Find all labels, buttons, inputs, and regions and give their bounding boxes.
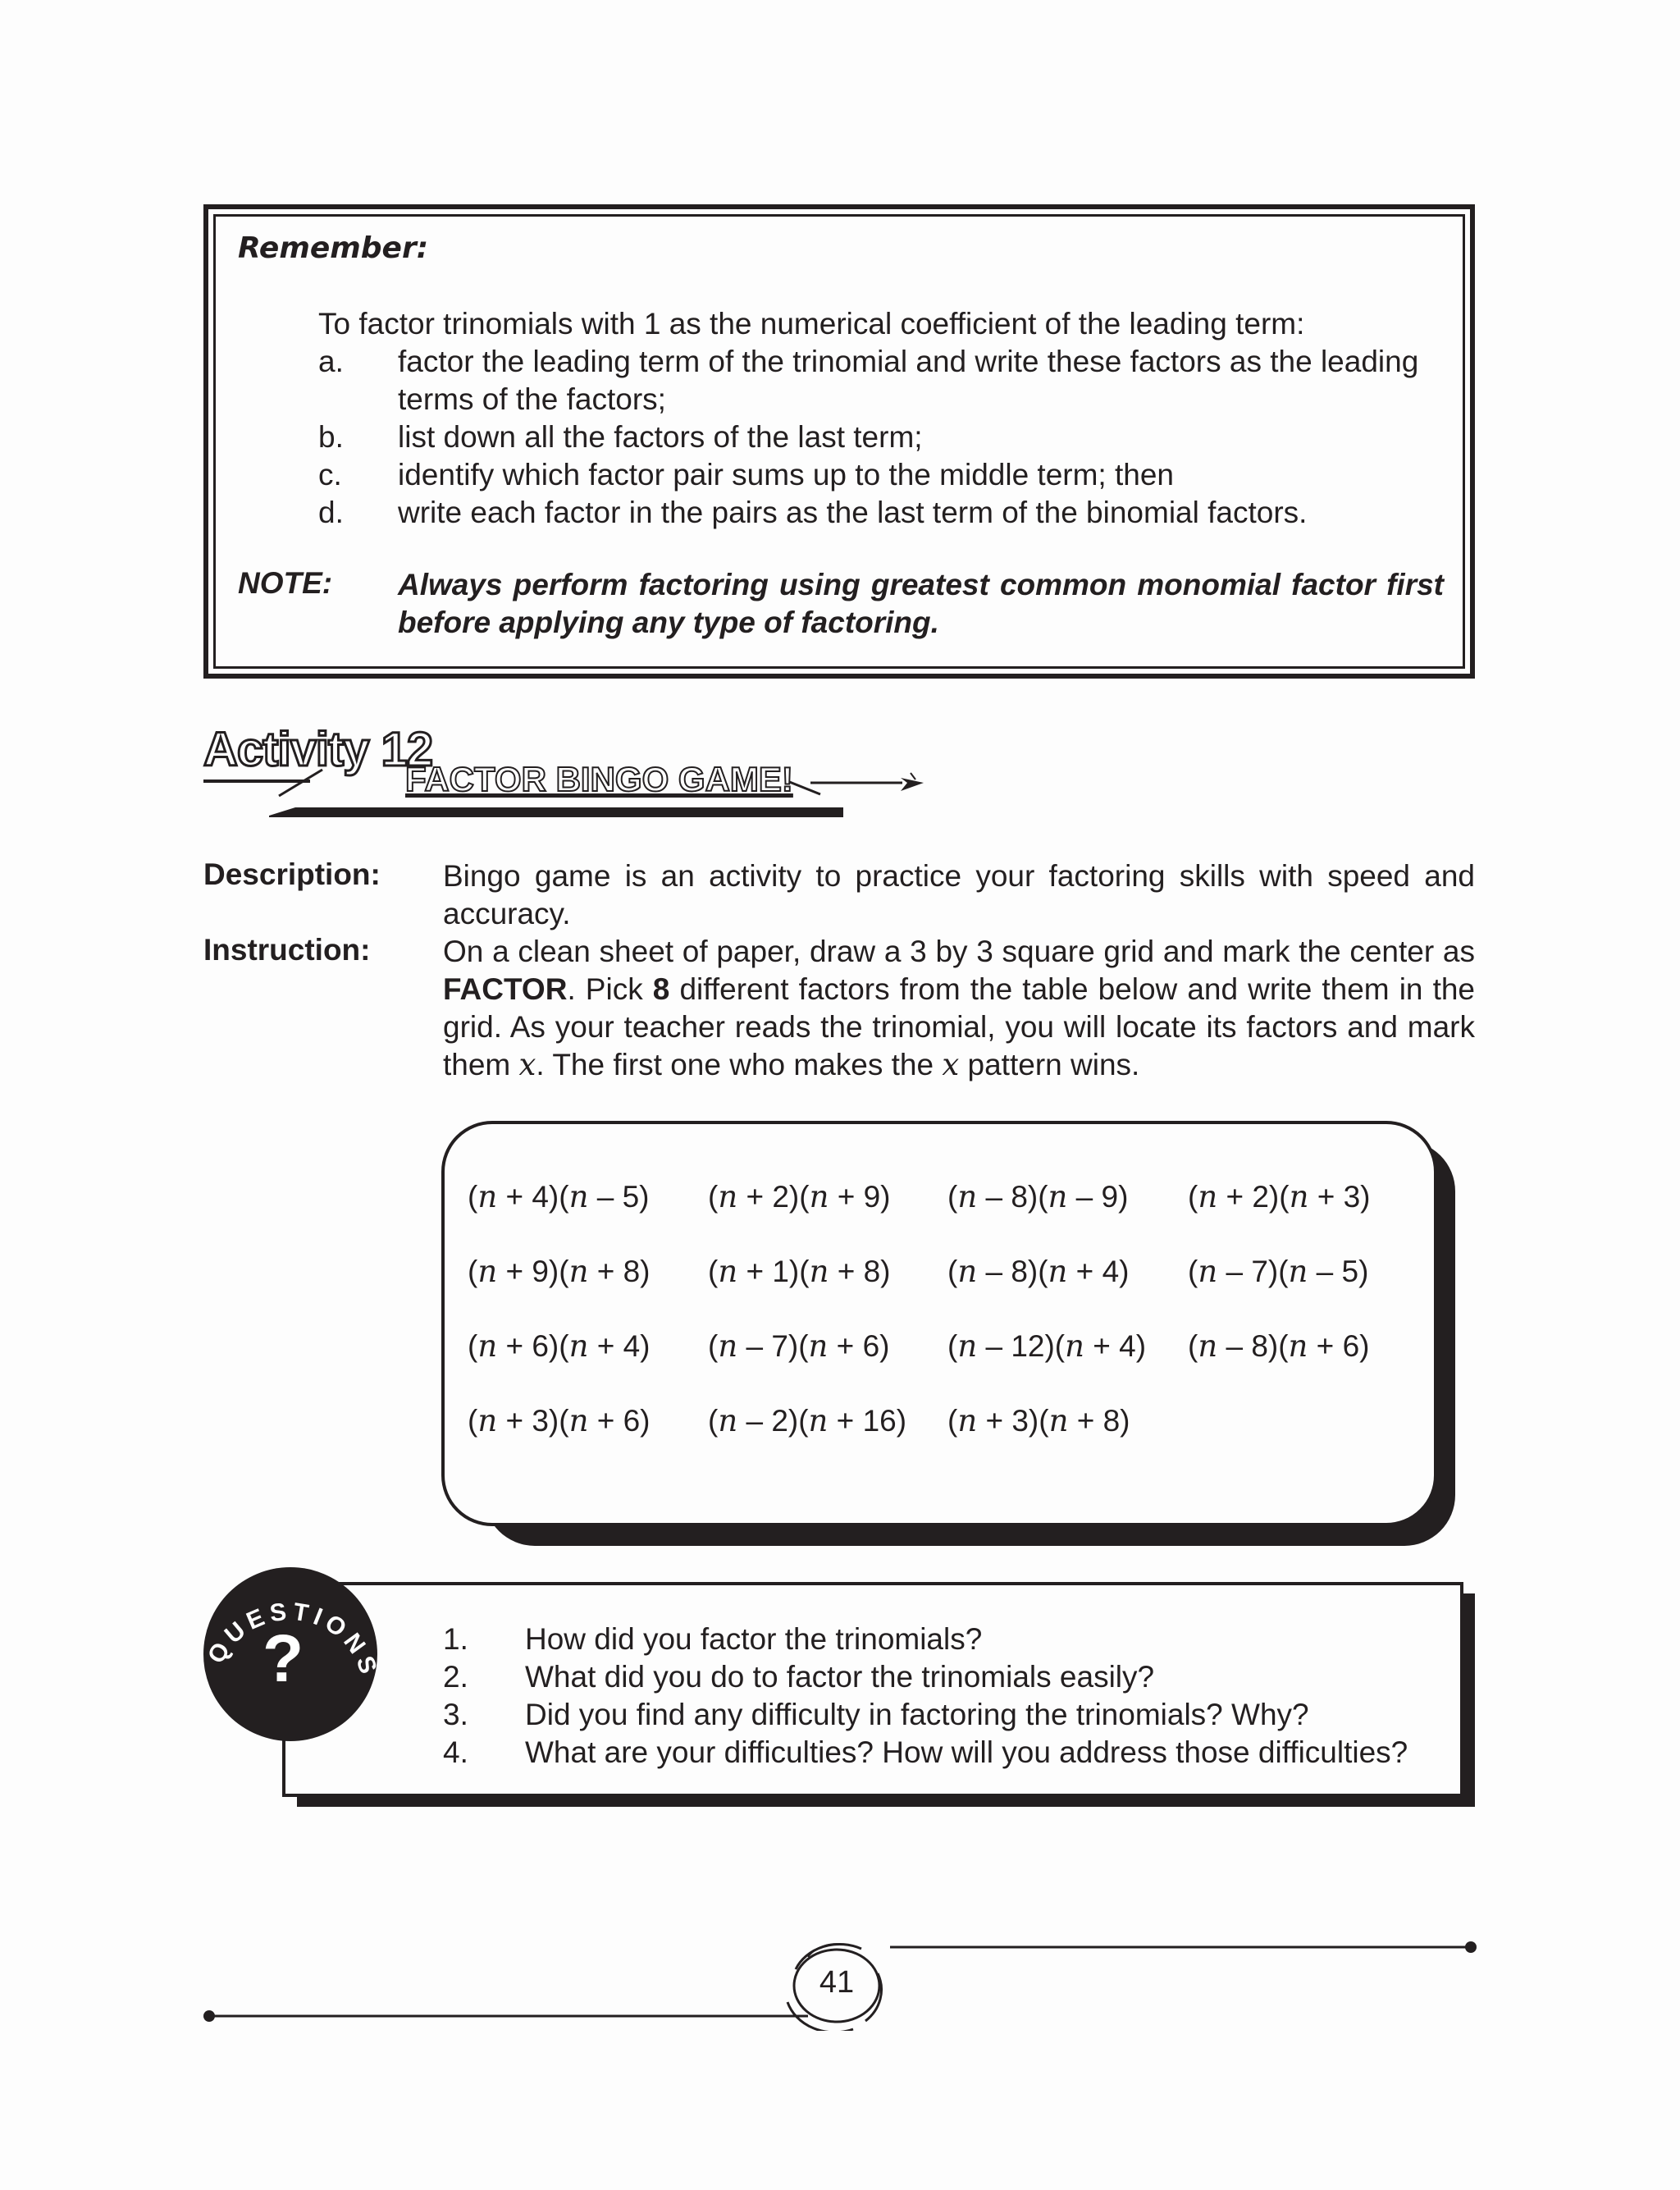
description-text: Bingo game is an activity to practice your factoring skills with speed and accuracy. [443, 859, 1475, 930]
step-text: identify which factor pair sums up to the middle term; then [398, 458, 1174, 491]
instruction-text [443, 933, 1475, 1084]
instruction-bold-word: FACTOR [443, 972, 568, 1006]
svg-text:QUESTIONS: QUESTIONS [202, 1598, 384, 1682]
factor-cell: (n – 8)(n – 9) [947, 1179, 1129, 1214]
step-letter: c. [318, 458, 342, 491]
instruction-label: Instruction: [203, 933, 371, 967]
step-text: factor the leading term of the trinomial and write these factors as the leading terms of the factors; [398, 345, 1419, 416]
question-number: 1. [443, 1622, 468, 1656]
factor-cell: (n + 6)(n + 4) [468, 1328, 651, 1364]
factor-cell: (n + 3)(n + 8) [947, 1403, 1130, 1438]
mark-symbol: x [942, 1047, 960, 1082]
instruction-part: pattern wins. [967, 1048, 1140, 1081]
step-text: write each factor in the pairs as the last term of the binomial factors. [398, 496, 1308, 529]
question-mark-icon: ? [262, 1621, 304, 1696]
step-letter: b. [318, 420, 344, 454]
activity-label: Activity 12 [203, 723, 433, 776]
instruction-part: . Pick [567, 972, 643, 1006]
note-text: Always perform factoring using greatest common monomial factor first before applying any type of factoring. [398, 568, 1444, 639]
step-letter: d. [318, 496, 344, 529]
factor-cell: (n + 3)(n + 6) [468, 1403, 651, 1438]
note-label: NOTE: [238, 566, 333, 600]
factor-cell: (n – 8)(n + 4) [947, 1254, 1130, 1289]
factor-cell: (n – 7)(n – 5) [1188, 1254, 1369, 1289]
question-number: 3. [443, 1698, 468, 1731]
factor-cell: (n – 7)(n + 6) [708, 1328, 890, 1364]
remember-intro: To factor trinomials with 1 as the numerical coefficient of the leading term: [318, 307, 1305, 341]
instruction-bold-number: 8 [652, 972, 670, 1006]
question-text: What are your difficulties? How will you address those difficulties? [525, 1735, 1408, 1769]
step-text: list down all the factors of the last term; [398, 420, 923, 454]
factor-cell: (n + 1)(n + 8) [708, 1254, 891, 1289]
factor-cell: (n – 2)(n + 16) [708, 1403, 907, 1438]
factor-cell: (n + 2)(n + 9) [708, 1179, 891, 1214]
factor-cell: (n + 2)(n + 3) [1188, 1179, 1371, 1214]
page-number: 41 [819, 1965, 855, 2000]
instruction-part: . The first one who makes the [536, 1048, 934, 1081]
factor-cell: (n + 4)(n – 5) [468, 1179, 650, 1214]
question-text: What did you do to factor the trinomials easily? [525, 1660, 1155, 1694]
activity-title: FACTOR BINGO GAME! [405, 760, 793, 798]
instruction-part: different factors from the table below and write them in the grid. As your teacher reads the trinomial, you will locate its factors and mark them [443, 972, 1476, 1081]
question-number: 2. [443, 1660, 468, 1694]
question-number: 4. [443, 1735, 468, 1769]
instruction-part: On a clean sheet of paper, draw a 3 by 3 square grid and mark the center as [443, 935, 1475, 968]
factor-cell: (n – 12)(n + 4) [947, 1328, 1147, 1364]
remember-title: Remember: [238, 231, 429, 265]
mark-symbol: x [518, 1047, 536, 1082]
question-text: How did you factor the trinomials? [525, 1622, 983, 1656]
description-label: Description: [203, 857, 381, 891]
step-letter: a. [318, 345, 344, 378]
factor-cell: (n – 8)(n + 6) [1188, 1328, 1370, 1364]
question-text: Did you find any difficulty in factoring the trinomials? Why? [525, 1698, 1309, 1731]
factor-cell: (n + 9)(n + 8) [468, 1254, 651, 1289]
